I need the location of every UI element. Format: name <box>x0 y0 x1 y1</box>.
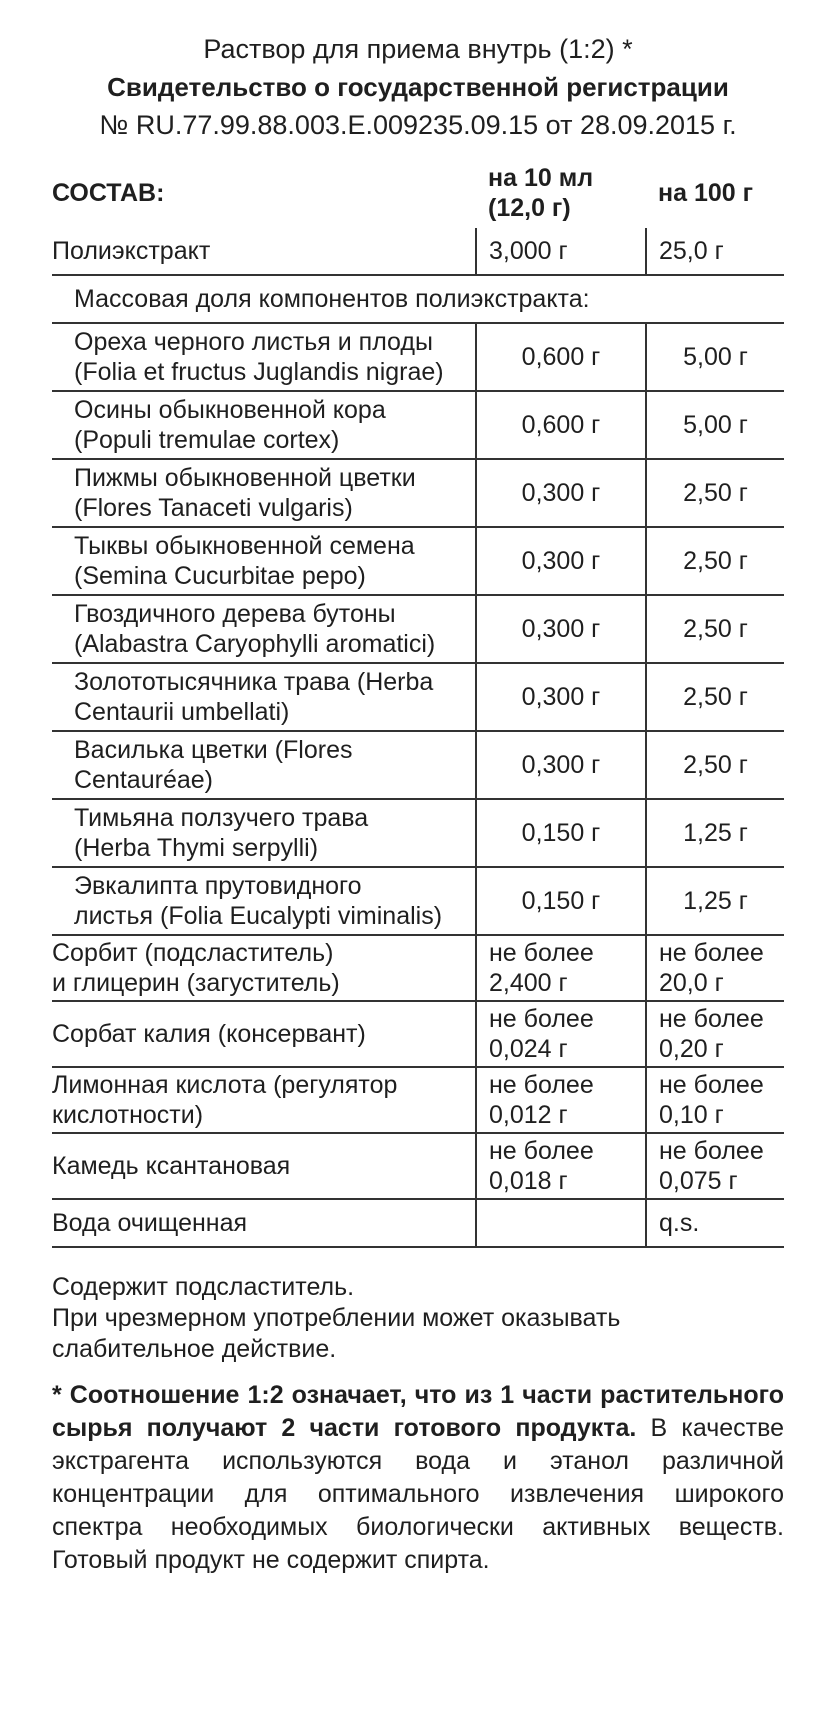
amount-per-10ml: 0,150 г <box>476 867 646 935</box>
note-line: Содержит подсластитель. <box>52 1273 355 1301</box>
amount-per-10ml: не более 0,012 г <box>476 1067 646 1133</box>
ingredient-name: Гвоздичного дерева бутоны (Alabastra Caryophylli aromatici) <box>52 595 476 663</box>
composition-header: СОСТАВ: <box>52 179 165 207</box>
per-10ml-header: на 10 мл (12,0 г) <box>488 164 594 222</box>
amount-per-100g: не более 0,10 г <box>646 1067 784 1133</box>
amount-per-10ml: не более 0,024 г <box>476 1001 646 1067</box>
amount-per-100g: 2,50 г <box>646 663 784 731</box>
table-row <box>52 595 784 663</box>
table-row <box>52 1199 784 1247</box>
ratio-footnote-text: В качестве экстрагента используются вода и этанол различной концентрации для оптимального извлечения широкого спектра необходимых биологически активных веществ. Готовый продукт не содержит спирта. <box>52 1414 785 1574</box>
amount-per-100g: 1,25 г <box>646 867 784 935</box>
table-row <box>52 1133 784 1199</box>
table-row <box>52 1001 784 1067</box>
table-row <box>52 935 784 1001</box>
ratio-footnote <box>52 1379 784 1577</box>
amount-per-100g: 2,50 г <box>646 595 784 663</box>
per-100g-header: на 100 г <box>658 179 754 207</box>
ingredient-name: Пижмы обыкновенной цветки (Flores Tanaceti vulgaris) <box>52 459 476 527</box>
amount-per-10ml: 0,300 г <box>476 663 646 731</box>
sweetener-notes <box>52 1272 784 1365</box>
note-line: слабительное действие. <box>52 1335 337 1363</box>
ratio-footnote-bold: * Соотношение 1:2 означает, что из 1 части растительного сырья получают 2 части готового продукта. <box>52 1381 784 1442</box>
ingredient-name: Василька цветки (Flores Centauréae) <box>52 731 476 799</box>
ingredient-name: Сорбат калия (консервант) <box>52 1001 476 1067</box>
amount-per-100g: 2,50 г <box>646 527 784 595</box>
amount-per-10ml: 0,300 г <box>476 527 646 595</box>
table-row <box>52 527 784 595</box>
ingredient-name: Сорбит (подсластитель) и глицерин (загуститель) <box>52 935 476 1001</box>
ingredient-name: Тимьяна ползучего трава (Herba Thymi serpylli) <box>52 799 476 867</box>
composition-table <box>52 158 784 1248</box>
ingredient-name: Ореха черного листья и плоды (Folia et fructus Juglandis nigrae) <box>52 323 476 391</box>
table-row <box>52 275 784 323</box>
note-line: При чрезмерном употреблении может оказывать <box>52 1304 621 1332</box>
amount-per-100g: 25,0 г <box>646 228 784 275</box>
registration-number: № RU.77.99.88.003.Е.009235.09.15 от 28.09.2015 г. <box>99 110 737 140</box>
table-row <box>52 799 784 867</box>
table-row <box>52 323 784 391</box>
table-row <box>52 228 784 275</box>
table-row <box>52 867 784 935</box>
ingredient-name: Эвкалипта прутовидного листья (Folia Eucalypti viminalis) <box>52 867 476 935</box>
amount-per-10ml: не более 2,400 г <box>476 935 646 1001</box>
ingredient-name: Осины обыкновенной кора (Populi tremulae cortex) <box>52 391 476 459</box>
ingredient-name: Лимонная кислота (регулятор кислотности) <box>52 1067 476 1133</box>
amount-per-10ml: 0,300 г <box>476 731 646 799</box>
table-header-row <box>52 158 784 228</box>
ingredient-name: Камедь ксантановая <box>52 1133 476 1199</box>
ingredient-name: Тыквы обыкновенной семена (Semina Cucurbitae pepo) <box>52 527 476 595</box>
amount-per-10ml: 0,150 г <box>476 799 646 867</box>
amount-per-100g: не более 0,20 г <box>646 1001 784 1067</box>
ingredient-name: Полиэкстракт <box>52 228 476 275</box>
registration-title: Свидетельство о государственной регистрации <box>107 72 729 102</box>
table-row <box>52 731 784 799</box>
amount-per-100g: q.s. <box>646 1199 784 1247</box>
ingredient-name: Золототысячника трава (Herba Centaurii umbellati) <box>52 663 476 731</box>
amount-per-10ml: не более 0,018 г <box>476 1133 646 1199</box>
amount-per-10ml: 0,600 г <box>476 391 646 459</box>
amount-per-10ml <box>476 1199 646 1247</box>
amount-per-10ml: 0,600 г <box>476 323 646 391</box>
amount-per-100g: 5,00 г <box>646 391 784 459</box>
amount-per-100g: 2,50 г <box>646 459 784 527</box>
amount-per-100g: не более 20,0 г <box>646 935 784 1001</box>
table-row <box>52 391 784 459</box>
fraction-label: Массовая доля компонентов полиэкстракта: <box>52 275 784 323</box>
product-form-line: Раствор для приема внутрь (1:2) * <box>203 34 633 64</box>
amount-per-100g: 1,25 г <box>646 799 784 867</box>
amount-per-100g: 2,50 г <box>646 731 784 799</box>
amount-per-10ml: 3,000 г <box>476 228 646 275</box>
label-page <box>52 30 784 1577</box>
amount-per-100g: 5,00 г <box>646 323 784 391</box>
table-row <box>52 663 784 731</box>
ingredient-name: Вода очищенная <box>52 1199 476 1247</box>
table-row <box>52 1067 784 1133</box>
amount-per-10ml: 0,300 г <box>476 459 646 527</box>
amount-per-10ml: 0,300 г <box>476 595 646 663</box>
amount-per-100g: не более 0,075 г <box>646 1133 784 1199</box>
table-row <box>52 459 784 527</box>
